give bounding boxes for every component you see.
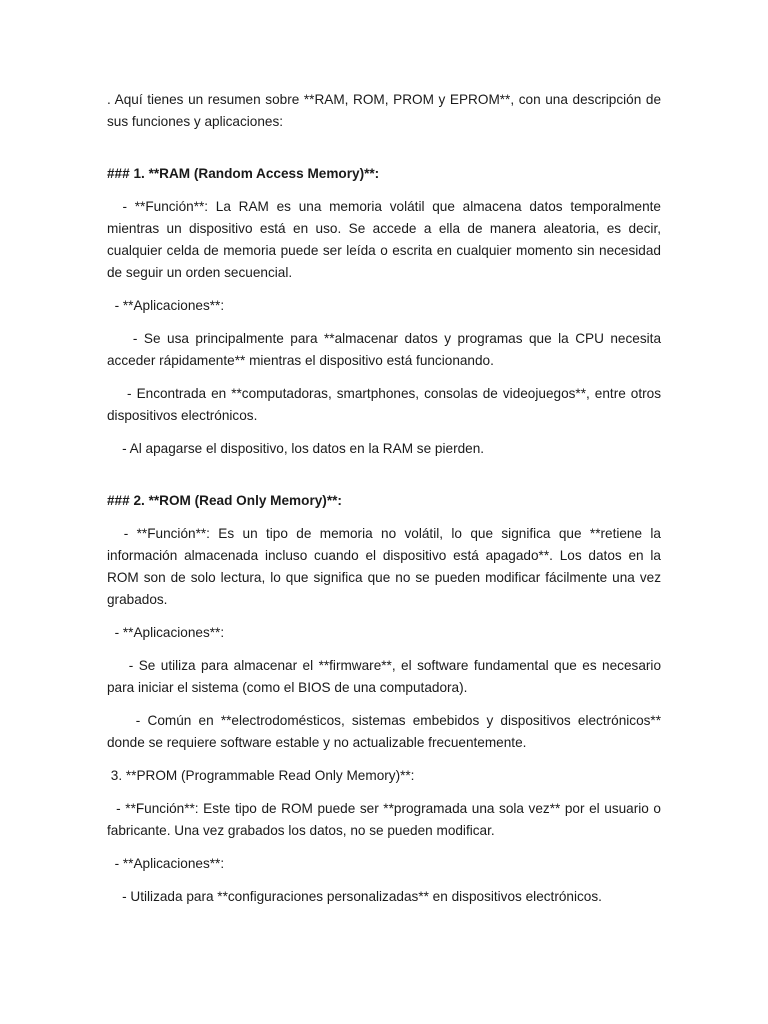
prom-aplicaciones-label: - **Aplicaciones**: — [107, 856, 225, 871]
ram-aplicacion-item: - Al apagarse el dispositivo, los datos en la RAM se pierden. — [107, 441, 485, 456]
ram-funcion-paragraph: - **Función**: La RAM es una memoria volátil que almacena datos temporalmente mientras un dispositivo está en uso. Se accede a ella de manera aleatoria, es decir, cualquier celda de memoria puede ser leída o escrita en cualquier momento sin necesidad de seguir un orden secuencial. — [107, 199, 665, 280]
rom-aplicaciones-label: - **Aplicaciones**: — [107, 625, 225, 640]
document-page — [107, 89, 665, 919]
rom-funcion-paragraph: - **Función**: Es un tipo de memoria no volátil, lo que significa que **retiene la información almacenada incluso cuando el dispositivo está apagado**. Los datos en la ROM son de solo lectura, lo que significa que no se pueden modificar fácilmente una vez grabados. — [107, 526, 665, 607]
ram-aplicacion-item: - Encontrada en **computadoras, smartphones, consolas de videojuegos**, entre otros dispositivos electrónicos. — [107, 386, 665, 423]
intro-paragraph: . Aquí tienes un resumen sobre **RAM, ROM, PROM y EPROM**, con una descripción de sus funciones y aplicaciones: — [107, 92, 661, 129]
rom-aplicacion-item: - Común en **electrodomésticos, sistemas embebidos y dispositivos electrónicos** donde se requiere software estable y no actualizable frecuentemente. — [107, 713, 665, 750]
prom-aplicacion-item: - Utilizada para **configuraciones personalizadas** en dispositivos electrónicos. — [107, 889, 602, 904]
rom-aplicacion-item: - Se utiliza para almacenar el **firmware**, el software fundamental que es necesario para iniciar el sistema (como el BIOS de una computadora). — [107, 658, 665, 695]
section-heading-prom: 3. **PROM (Programmable Read Only Memory)**: — [107, 768, 415, 783]
prom-funcion-paragraph: - **Función**: Este tipo de ROM puede ser **programada una sola vez** por el usuario o fabricante. Una vez grabados los datos, no se pueden modificar. — [107, 801, 665, 838]
section-heading-ram: ### 1. **RAM (Random Access Memory)**: — [107, 166, 380, 181]
ram-aplicacion-item: - Se usa principalmente para **almacenar datos y programas que la CPU necesita acceder rápidamente** mientras el dispositivo está funcionando. — [107, 331, 665, 368]
ram-aplicaciones-label: - **Aplicaciones**: — [107, 298, 225, 313]
section-heading-rom: ### 2. **ROM (Read Only Memory)**: — [107, 493, 342, 508]
